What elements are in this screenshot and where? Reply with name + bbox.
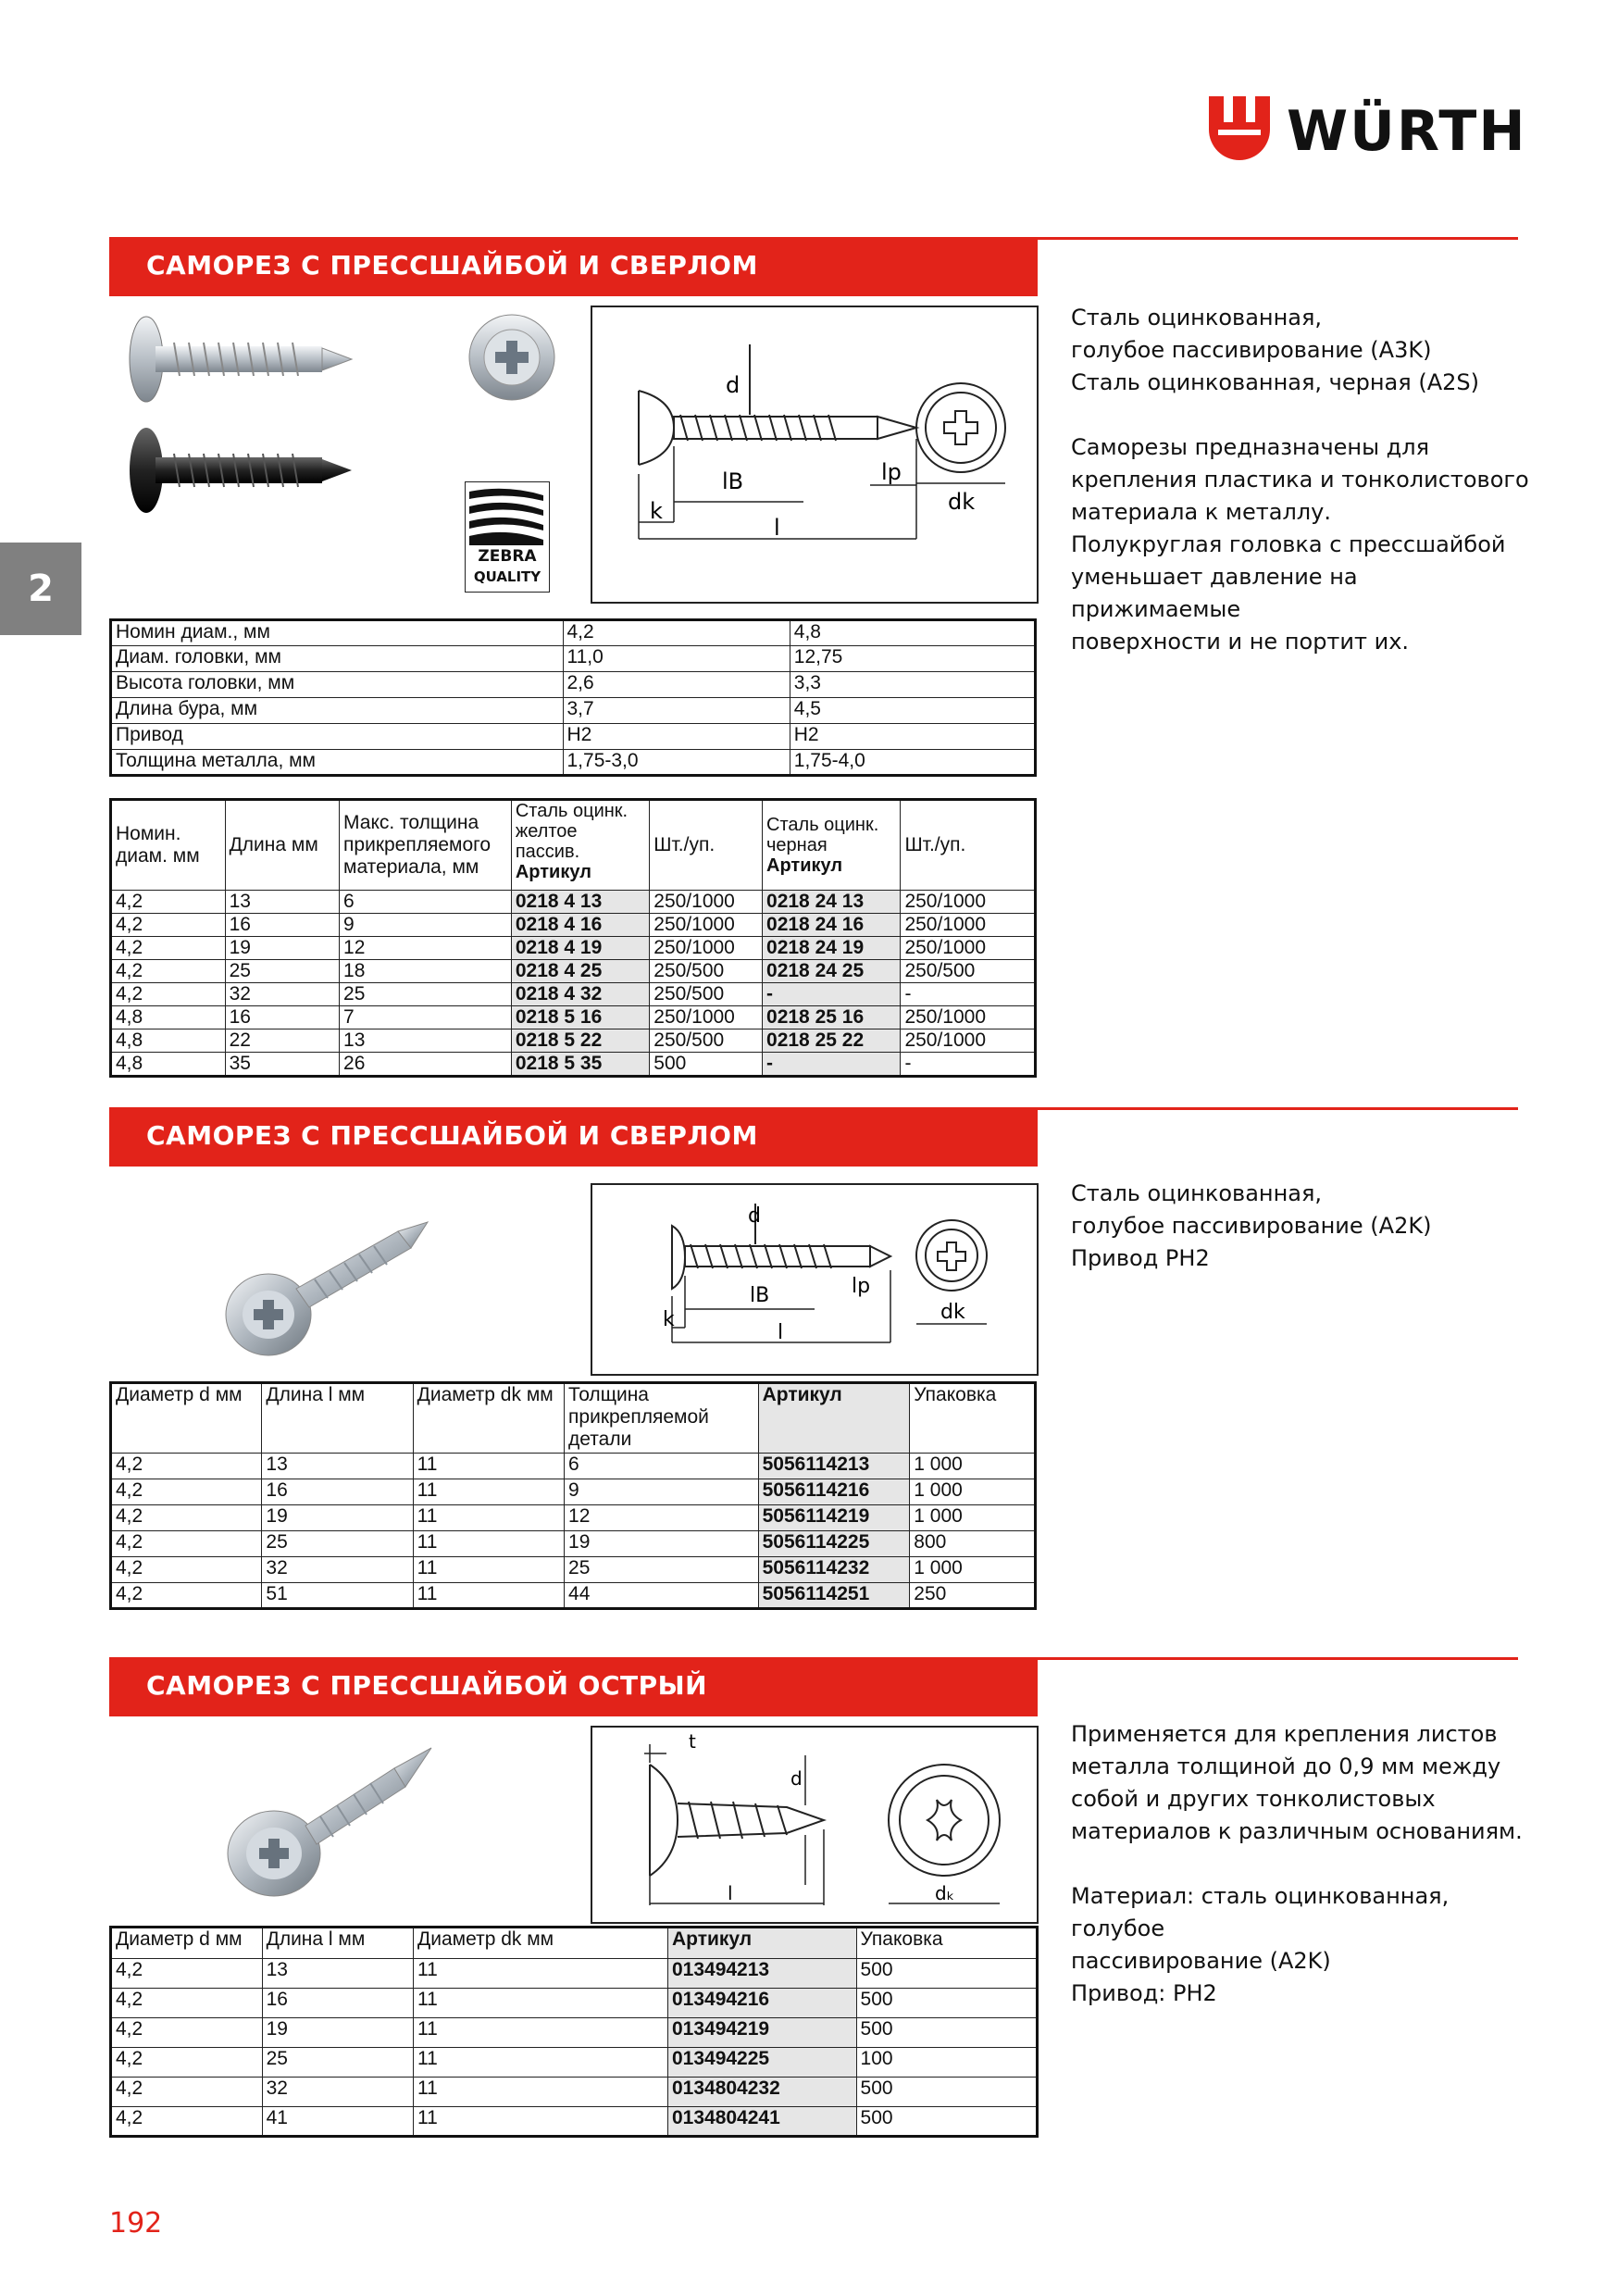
table-cell: 25 xyxy=(262,1531,413,1557)
table-cell: 1,75-3,0 xyxy=(563,750,790,776)
col-header-length: Длина l мм xyxy=(262,1928,413,1959)
header-steel-black: Сталь оцинк. черная xyxy=(766,815,879,855)
table-cell: 19 xyxy=(262,2018,413,2048)
section-3-rule xyxy=(1038,1657,1518,1660)
table-cell: 0218 5 16 xyxy=(511,1006,649,1029)
section-1-drawing xyxy=(592,307,1037,602)
zebra-stripes-icon xyxy=(469,486,543,545)
table-cell: 11 xyxy=(414,2078,668,2107)
table-row xyxy=(111,1557,1036,1583)
col-header-pack-2: Шт./уп. xyxy=(901,800,1036,891)
table-cell: 4,2 xyxy=(111,937,226,960)
table-cell: 1 000 xyxy=(910,1454,1036,1479)
table-cell: 11 xyxy=(413,1531,564,1557)
desc-line: материала к металлу. xyxy=(1071,499,1331,525)
table-cell: 5056114216 xyxy=(758,1479,910,1505)
desc-line: Привод PH2 xyxy=(1071,1245,1210,1271)
table-cell: 0218 24 25 xyxy=(763,960,901,983)
table-cell: 250/1000 xyxy=(901,1006,1036,1029)
table-cell: 4,2 xyxy=(111,960,226,983)
label-lb: lB xyxy=(750,1284,770,1307)
page-number: 192 xyxy=(109,2207,163,2240)
table-cell: 4,2 xyxy=(111,914,226,937)
table-cell: 4,8 xyxy=(111,1053,226,1077)
table-cell: 0218 4 32 xyxy=(511,983,649,1006)
table-cell: 100 xyxy=(856,2048,1037,2078)
section-2-rule xyxy=(1038,1107,1518,1110)
table-row xyxy=(111,891,1036,914)
table-cell: 4,2 xyxy=(111,2048,263,2078)
table-row xyxy=(111,914,1036,937)
section-3-header xyxy=(109,1657,1038,1716)
table-cell: 013494225 xyxy=(667,2048,856,2078)
col-header-diameter-dk: Диаметр dk мм xyxy=(414,1928,668,1959)
table-cell: - xyxy=(763,983,901,1006)
table-cell: Привод xyxy=(111,724,564,750)
table-row xyxy=(111,1505,1036,1531)
table-row xyxy=(111,1454,1036,1479)
col-header-length: Длина l мм xyxy=(262,1383,413,1454)
table-cell: 32 xyxy=(225,983,339,1006)
table-cell: 6 xyxy=(340,891,512,914)
table-cell: 16 xyxy=(225,1006,339,1029)
table-cell: H2 xyxy=(563,724,790,750)
table-cell: 11 xyxy=(413,1505,564,1531)
table-cell: 7 xyxy=(340,1006,512,1029)
table-cell: 4,8 xyxy=(790,620,1035,646)
table-cell: 32 xyxy=(262,1557,413,1583)
desc-line: голубое пассивирование (A2K) xyxy=(1071,1213,1432,1239)
table-row xyxy=(111,983,1036,1006)
table-row xyxy=(111,1989,1038,2018)
table-cell: 0218 24 16 xyxy=(763,914,901,937)
table-cell: 5056114219 xyxy=(758,1505,910,1531)
label-d: d xyxy=(726,372,741,398)
table-cell: 11 xyxy=(414,2048,668,2078)
desc-line: собой и других тонколистовых xyxy=(1071,1786,1436,1812)
desc-line: уменьшает давление на прижимаемые xyxy=(1071,564,1358,622)
table-cell: 500 xyxy=(856,1989,1037,2018)
desc-line xyxy=(1071,399,1534,431)
table-cell: Толщина металла, мм xyxy=(111,750,564,776)
table-cell: 0218 4 13 xyxy=(511,891,649,914)
table-cell: H2 xyxy=(790,724,1035,750)
table-cell: 18 xyxy=(340,960,512,983)
desc-line: Саморезы предназначены для xyxy=(1071,434,1430,460)
spec-row xyxy=(111,646,1036,672)
chapter-tab[interactable]: 2 xyxy=(0,543,81,635)
spec-row xyxy=(111,620,1036,646)
table-cell: 013494216 xyxy=(667,1989,856,2018)
table-cell: 013494219 xyxy=(667,2018,856,2048)
header-article-label: Артикул xyxy=(515,862,591,882)
table-cell: 25 xyxy=(225,960,339,983)
col-header-pack: Упаковка xyxy=(856,1928,1037,1959)
section-1-rule xyxy=(1038,237,1518,240)
table-cell: - xyxy=(901,1053,1036,1077)
section-2-header xyxy=(109,1107,1038,1167)
table-cell: 0218 5 22 xyxy=(511,1029,649,1053)
table-cell: 13 xyxy=(262,1959,413,1989)
table-row xyxy=(111,1531,1036,1557)
desc-line: Сталь оцинкованная, xyxy=(1071,1180,1323,1206)
table-cell: 4,2 xyxy=(111,1505,262,1531)
table-cell: - xyxy=(763,1053,901,1077)
desc-line: Материал: сталь оцинкованная, голубое xyxy=(1071,1883,1450,1941)
table-cell: 0218 4 25 xyxy=(511,960,649,983)
table-cell: 13 xyxy=(225,891,339,914)
table-cell: 19 xyxy=(262,1505,413,1531)
table-cell: 0218 25 22 xyxy=(763,1029,901,1053)
desc-line: материалов к различным основаниям. xyxy=(1071,1818,1523,1844)
table-cell: 800 xyxy=(910,1531,1036,1557)
table-cell: 4,8 xyxy=(111,1029,226,1053)
table-cell: 22 xyxy=(225,1029,339,1053)
table-cell: 4,2 xyxy=(111,2078,263,2107)
table-cell: 250/1000 xyxy=(650,937,763,960)
section-1-header xyxy=(109,237,1038,296)
table-row xyxy=(111,1029,1036,1053)
table-cell: 250/1000 xyxy=(650,914,763,937)
table-cell: 26 xyxy=(340,1053,512,1077)
table-cell: 0218 4 16 xyxy=(511,914,649,937)
table-cell: 5056114232 xyxy=(758,1557,910,1583)
wurth-logo-mark xyxy=(1209,96,1270,163)
table-cell: 4,2 xyxy=(111,1531,262,1557)
label-l: l xyxy=(774,515,780,541)
label-k: k xyxy=(650,498,663,524)
table-cell: 11 xyxy=(413,1454,564,1479)
table-cell: Диам. головки, мм xyxy=(111,646,564,672)
section-2-title: САМОРЕЗ С ПРЕССШАЙБОЙ И СВЕРЛОМ xyxy=(146,1120,758,1151)
brand-name: WÜRTH xyxy=(1287,99,1527,164)
label-k: k xyxy=(663,1308,675,1331)
section-3-technical-drawing xyxy=(591,1726,1039,1924)
table-cell: 6 xyxy=(565,1454,759,1479)
table-row xyxy=(111,2107,1038,2137)
section-1-title: САМОРЕЗ С ПРЕССШАЙБОЙ И СВЕРЛОМ xyxy=(146,250,758,281)
table-cell: 5056114225 xyxy=(758,1531,910,1557)
col-header-diameter-dk: Диаметр dk мм xyxy=(413,1383,564,1454)
table-cell: 250/1000 xyxy=(901,1029,1036,1053)
table-row xyxy=(111,1006,1036,1029)
col-header-pack: Упаковка xyxy=(910,1383,1036,1454)
spec-row xyxy=(111,724,1036,750)
col-header-diameter: Номин. диам. мм xyxy=(111,800,226,891)
section-2-product-photo xyxy=(213,1204,435,1370)
table-cell: 4,2 xyxy=(111,983,226,1006)
table-cell: 2,6 xyxy=(563,672,790,698)
table-cell: 250/500 xyxy=(650,1029,763,1053)
zebra-quality-badge xyxy=(465,481,550,593)
table-row xyxy=(111,2048,1038,2078)
table-cell: 0218 5 35 xyxy=(511,1053,649,1077)
table-row xyxy=(111,1053,1036,1077)
spec-row xyxy=(111,750,1036,776)
table-row xyxy=(111,2078,1038,2107)
table-cell: 4,5 xyxy=(790,698,1035,724)
table-cell: 4,2 xyxy=(111,1454,262,1479)
desc-line: поверхности и не портит их. xyxy=(1071,629,1410,655)
table-cell: 500 xyxy=(650,1053,763,1077)
table-cell: 3,3 xyxy=(790,672,1035,698)
table-cell: 4,2 xyxy=(111,2107,263,2137)
table-cell: 4,2 xyxy=(111,1959,263,1989)
section-1-technical-drawing xyxy=(591,306,1039,604)
table-cell: 250 xyxy=(910,1583,1036,1609)
table-cell: 13 xyxy=(340,1029,512,1053)
table-cell: 19 xyxy=(225,937,339,960)
table-cell: 44 xyxy=(565,1583,759,1609)
label-d: d xyxy=(790,1767,803,1790)
desc-line: Сталь оцинкованная, xyxy=(1071,305,1323,331)
spec-row xyxy=(111,698,1036,724)
table-row xyxy=(111,1479,1036,1505)
table-cell: 16 xyxy=(262,1479,413,1505)
badge-line-1: ZEBRA xyxy=(478,547,537,566)
table-cell: 250/500 xyxy=(650,983,763,1006)
table-cell: 250/500 xyxy=(901,960,1036,983)
desc-line: Привод: PH2 xyxy=(1071,1980,1217,2006)
table-cell: 250/1000 xyxy=(901,914,1036,937)
table-cell: 12,75 xyxy=(790,646,1035,672)
table-cell: 500 xyxy=(856,2107,1037,2137)
label-dk: dₖ xyxy=(935,1882,955,1904)
table-cell: 013494213 xyxy=(667,1959,856,1989)
table-cell: 9 xyxy=(565,1479,759,1505)
col-header-length: Длина мм xyxy=(225,800,339,891)
label-lp: lp xyxy=(852,1275,871,1298)
table-cell: 0218 4 19 xyxy=(511,937,649,960)
table-cell: 0218 25 16 xyxy=(763,1006,901,1029)
spec-row xyxy=(111,672,1036,698)
col-header-diameter: Диаметр d мм xyxy=(111,1383,262,1454)
section-3-product-photo xyxy=(213,1735,435,1920)
table-cell: 4,2 xyxy=(111,891,226,914)
table-cell: 250/1000 xyxy=(901,891,1036,914)
label-lb: lB xyxy=(722,468,744,494)
table-cell: 250/1000 xyxy=(650,1006,763,1029)
table-cell: 11 xyxy=(413,1583,564,1609)
section-1-article-table xyxy=(109,798,1037,1078)
desc-line: металла толщиной до 0,9 мм между xyxy=(1071,1753,1501,1779)
col-header-article: Артикул xyxy=(667,1928,856,1959)
label-dk: dk xyxy=(940,1301,965,1324)
col-header-pack-1: Шт./уп. xyxy=(650,800,763,891)
section-3-drawing xyxy=(592,1728,1037,1922)
label-lp: lp xyxy=(881,459,902,485)
section-2-technical-drawing xyxy=(591,1183,1039,1376)
table-cell: 250/1000 xyxy=(901,937,1036,960)
desc-line: крепления пластика и тонколистового xyxy=(1071,467,1529,493)
table-cell: 250/1000 xyxy=(650,891,763,914)
table-cell: 0134804241 xyxy=(667,2107,856,2137)
table-cell: 11 xyxy=(414,2107,668,2137)
table-cell: 1 000 xyxy=(910,1479,1036,1505)
table-cell: 9 xyxy=(340,914,512,937)
table-cell: 1 000 xyxy=(910,1505,1036,1531)
table-cell: 25 xyxy=(262,2048,413,2078)
table-cell: 16 xyxy=(225,914,339,937)
table-cell: 11 xyxy=(413,1557,564,1583)
table-cell: 0134804232 xyxy=(667,2078,856,2107)
table-cell: 11 xyxy=(413,1479,564,1505)
table-cell: 4,2 xyxy=(111,1479,262,1505)
table-cell: 51 xyxy=(262,1583,413,1609)
table-cell: 4,8 xyxy=(111,1006,226,1029)
table-cell: 500 xyxy=(856,2078,1037,2107)
section-2-article-table xyxy=(109,1381,1037,1610)
table-cell: - xyxy=(901,983,1036,1006)
table-cell: 5056114251 xyxy=(758,1583,910,1609)
section-2-drawing xyxy=(592,1185,1037,1374)
table-cell: 4,2 xyxy=(111,1557,262,1583)
table-cell: 4,2 xyxy=(111,1583,262,1609)
desc-line: Применяется для крепления листов xyxy=(1071,1721,1498,1747)
col-header-max-thickness: Макс. толщина прикрепляемого материала, мм xyxy=(340,800,512,891)
table-cell: 35 xyxy=(225,1053,339,1077)
desc-line xyxy=(1071,1848,1534,1880)
badge-line-2: QUALITY xyxy=(473,568,541,585)
desc-line: Сталь оцинкованная, черная (A2S) xyxy=(1071,369,1479,395)
table-cell: 1 000 xyxy=(910,1557,1036,1583)
label-l: l xyxy=(778,1321,784,1344)
table-cell: 32 xyxy=(262,2078,413,2107)
table-cell: 250/500 xyxy=(650,960,763,983)
table-cell: 5056114213 xyxy=(758,1454,910,1479)
col-header-diameter: Диаметр d мм xyxy=(111,1928,263,1959)
desc-line: Полукруглая головка с прессшайбой xyxy=(1071,531,1506,557)
table-cell: 25 xyxy=(565,1557,759,1583)
table-cell: 16 xyxy=(262,1989,413,2018)
col-header-thickness: Толщина прикрепляемой детали xyxy=(565,1383,759,1454)
table-cell: 0218 24 19 xyxy=(763,937,901,960)
table-cell: Длина бура, мм xyxy=(111,698,564,724)
table-cell: 500 xyxy=(856,2018,1037,2048)
table-cell: 11 xyxy=(414,1989,668,2018)
table-cell: 0218 24 13 xyxy=(763,891,901,914)
table-cell: 3,7 xyxy=(563,698,790,724)
section-3-description xyxy=(1071,1718,1534,2010)
table-cell: 4,2 xyxy=(111,1989,263,2018)
table-row xyxy=(111,1959,1038,1989)
table-cell: 4,2 xyxy=(563,620,790,646)
table-cell: 11 xyxy=(414,1959,668,1989)
section-3-title: САМОРЕЗ С ПРЕССШАЙБОЙ ОСТРЫЙ xyxy=(146,1670,708,1701)
table-cell: 11,0 xyxy=(563,646,790,672)
table-row xyxy=(111,2018,1038,2048)
table-cell: 13 xyxy=(262,1454,413,1479)
label-d: d xyxy=(748,1204,761,1228)
table-cell: 25 xyxy=(340,983,512,1006)
label-l: l xyxy=(728,1882,733,1904)
table-row xyxy=(111,937,1036,960)
label-t: t xyxy=(689,1730,696,1753)
table-cell: 19 xyxy=(565,1531,759,1557)
table-cell: Высота головки, мм xyxy=(111,672,564,698)
table-cell: 1,75-4,0 xyxy=(790,750,1035,776)
col-header-article-yellow xyxy=(511,800,649,891)
table-cell: 4,2 xyxy=(111,2018,263,2048)
table-row xyxy=(111,1583,1036,1609)
header-steel-yellow: Сталь оцинк. желтое пассив. xyxy=(515,801,629,862)
header-article-label: Артикул xyxy=(766,855,843,876)
table-cell: 11 xyxy=(414,2018,668,2048)
section-1-specs-table xyxy=(109,618,1037,777)
table-cell: Номин диам., мм xyxy=(111,620,564,646)
table-cell: 12 xyxy=(565,1505,759,1531)
col-header-article: Артикул xyxy=(758,1383,910,1454)
table-cell: 12 xyxy=(340,937,512,960)
section-2-description xyxy=(1071,1178,1534,1275)
table-cell: 500 xyxy=(856,1959,1037,1989)
table-row xyxy=(111,960,1036,983)
desc-line: голубое пассивирование (A3K) xyxy=(1071,337,1432,363)
section-1-description xyxy=(1071,302,1534,658)
section-3-article-table xyxy=(109,1926,1039,2138)
label-dk: dk xyxy=(948,489,976,515)
col-header-article-black xyxy=(763,800,901,891)
desc-line: пассивирование (A2K) xyxy=(1071,1948,1331,1974)
table-cell: 41 xyxy=(262,2107,413,2137)
